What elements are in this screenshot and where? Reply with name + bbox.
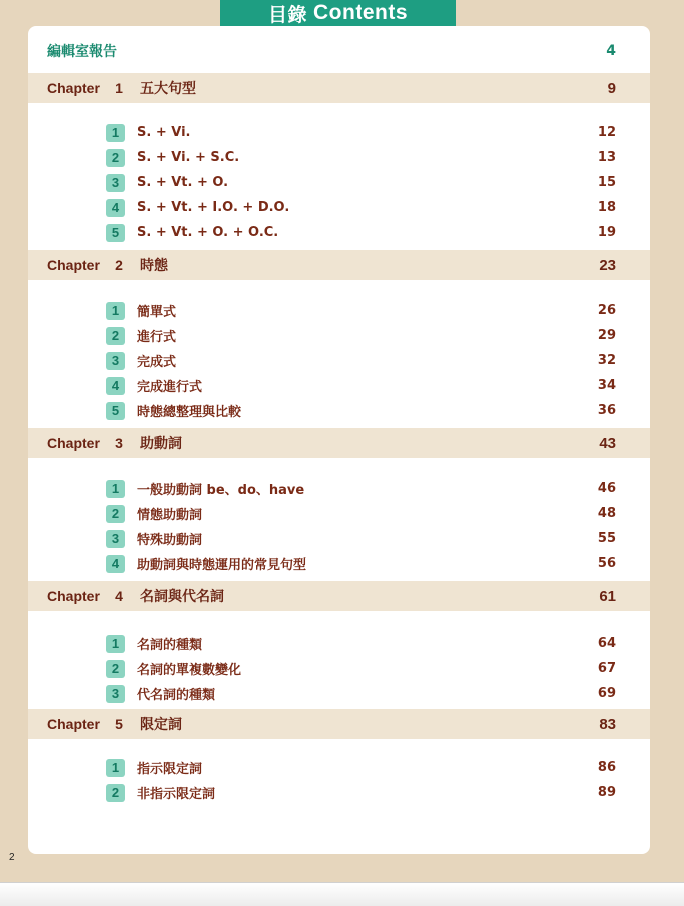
- chapter-page: 9: [607, 79, 616, 97]
- chapter-title: 限定詞: [140, 717, 182, 733]
- section-page: 19: [597, 225, 616, 240]
- section-row[interactable]: [28, 681, 650, 706]
- section-number-badge: 4: [106, 199, 125, 217]
- section-number-badge: 5: [106, 402, 125, 420]
- chapter-label: Chapter: [47, 716, 100, 732]
- chapter-title: 助動詞: [140, 436, 182, 452]
- section-title: 情態助動詞: [137, 508, 203, 523]
- section-row[interactable]: [28, 195, 650, 220]
- section-row[interactable]: [28, 501, 650, 526]
- section-title: 簡單式: [137, 305, 177, 320]
- section-row[interactable]: [28, 476, 650, 501]
- toc-title-en: Contents: [313, 1, 408, 24]
- section-number-badge: 2: [106, 149, 125, 167]
- section-title: 代名詞的種類: [137, 688, 216, 703]
- chapter-title: 五大句型: [140, 81, 196, 97]
- chapter-label: Chapter: [47, 257, 100, 273]
- chapter-number: 4: [115, 588, 123, 604]
- section-page: 46: [597, 481, 616, 496]
- chapter-title: 時態: [140, 258, 168, 274]
- section-page: 56: [597, 556, 616, 571]
- section-row[interactable]: [28, 398, 650, 423]
- section-title: 指示限定詞: [137, 762, 203, 777]
- section-number-badge: 3: [106, 685, 125, 703]
- chapter-row-3[interactable]: [28, 428, 650, 458]
- section-title: 名詞的種類: [137, 638, 203, 653]
- section-number-badge: 2: [106, 327, 125, 345]
- section-number-badge: 3: [106, 530, 125, 548]
- section-row[interactable]: [28, 755, 650, 780]
- section-page: 34: [597, 378, 616, 393]
- section-row[interactable]: [28, 526, 650, 551]
- chapter-title: 名詞與代名詞: [140, 589, 224, 605]
- chapter-number: 5: [115, 716, 123, 732]
- bottom-band: [0, 882, 684, 906]
- toc-title-tab: [220, 0, 456, 26]
- section-row[interactable]: [28, 170, 650, 195]
- section-number-badge: 1: [106, 759, 125, 777]
- section-title: 完成式: [137, 355, 177, 370]
- section-page: 13: [597, 150, 616, 165]
- section-page: 89: [597, 785, 616, 800]
- chapter-page: 23: [599, 256, 616, 274]
- section-page: 64: [597, 636, 616, 651]
- section-title: 完成進行式: [137, 380, 203, 395]
- section-page: 12: [597, 125, 616, 140]
- section-title: 進行式: [137, 330, 177, 345]
- section-row[interactable]: [28, 373, 650, 398]
- section-number-badge: 2: [106, 784, 125, 802]
- chapter-number: 3: [115, 435, 123, 451]
- toc-title-zh: 目錄: [267, 3, 307, 26]
- section-page: 26: [597, 303, 616, 318]
- section-title: S. + Vi.: [137, 125, 191, 140]
- section-row[interactable]: [28, 220, 650, 245]
- section-title: 時態總整理與比較: [137, 405, 242, 420]
- section-page: 69: [597, 686, 616, 701]
- section-page: 32: [597, 353, 616, 368]
- section-page: 48: [597, 506, 616, 521]
- section-title: 特殊助動詞: [137, 533, 203, 548]
- section-number-badge: 2: [106, 505, 125, 523]
- section-row[interactable]: [28, 348, 650, 373]
- section-row[interactable]: [28, 780, 650, 805]
- section-title: S. + Vt. + I.O. + D.O.: [137, 200, 290, 215]
- section-row[interactable]: [28, 656, 650, 681]
- chapter-row-5[interactable]: [28, 709, 650, 739]
- editor-report-label: 編輯室報告: [47, 44, 117, 60]
- chapter-label: Chapter: [47, 588, 100, 604]
- section-row[interactable]: [28, 145, 650, 170]
- chapter-number: 1: [115, 80, 123, 96]
- section-title: S. + Vi. + S.C.: [137, 150, 240, 165]
- section-title: 一般助動詞 be、do、have: [137, 483, 305, 498]
- editor-report-row[interactable]: [28, 38, 650, 64]
- chapter-row-1[interactable]: [28, 73, 650, 103]
- section-page: 55: [597, 531, 616, 546]
- section-number-badge: 3: [106, 174, 125, 192]
- section-number-badge: 4: [106, 555, 125, 573]
- section-page: 29: [597, 328, 616, 343]
- section-title: S. + Vt. + O. + O.C.: [137, 225, 279, 240]
- section-page: 15: [597, 175, 616, 190]
- chapter-row-2[interactable]: [28, 250, 650, 280]
- section-title: S. + Vt. + O.: [137, 175, 229, 190]
- section-row[interactable]: [28, 323, 650, 348]
- section-title: 非指示限定詞: [137, 787, 216, 802]
- section-number-badge: 5: [106, 224, 125, 242]
- section-page: 18: [597, 200, 616, 215]
- section-page: 36: [597, 403, 616, 418]
- chapter-page: 43: [599, 434, 616, 452]
- section-row[interactable]: [28, 120, 650, 145]
- section-number-badge: 2: [106, 660, 125, 678]
- section-number-badge: 1: [106, 124, 125, 142]
- chapter-page: 61: [599, 587, 616, 605]
- section-number-badge: 1: [106, 480, 125, 498]
- chapter-page: 83: [599, 715, 616, 733]
- section-number-badge: 1: [106, 302, 125, 320]
- section-row[interactable]: [28, 631, 650, 656]
- editor-report-page: 4: [606, 43, 616, 59]
- toc-card: [28, 26, 650, 854]
- section-number-badge: 3: [106, 352, 125, 370]
- section-page: 86: [597, 760, 616, 775]
- section-page: 67: [597, 661, 616, 676]
- section-title: 名詞的單複數變化: [137, 663, 242, 678]
- section-row[interactable]: [28, 298, 650, 323]
- chapter-label: Chapter: [47, 80, 100, 96]
- section-title: 助動詞與時態運用的常見句型: [137, 558, 307, 573]
- section-number-badge: 1: [106, 635, 125, 653]
- section-row[interactable]: [28, 551, 650, 576]
- section-number-badge: 4: [106, 377, 125, 395]
- page-number: 2: [9, 852, 15, 863]
- chapter-label: Chapter: [47, 435, 100, 451]
- chapter-row-4[interactable]: [28, 581, 650, 611]
- chapter-number: 2: [115, 257, 123, 273]
